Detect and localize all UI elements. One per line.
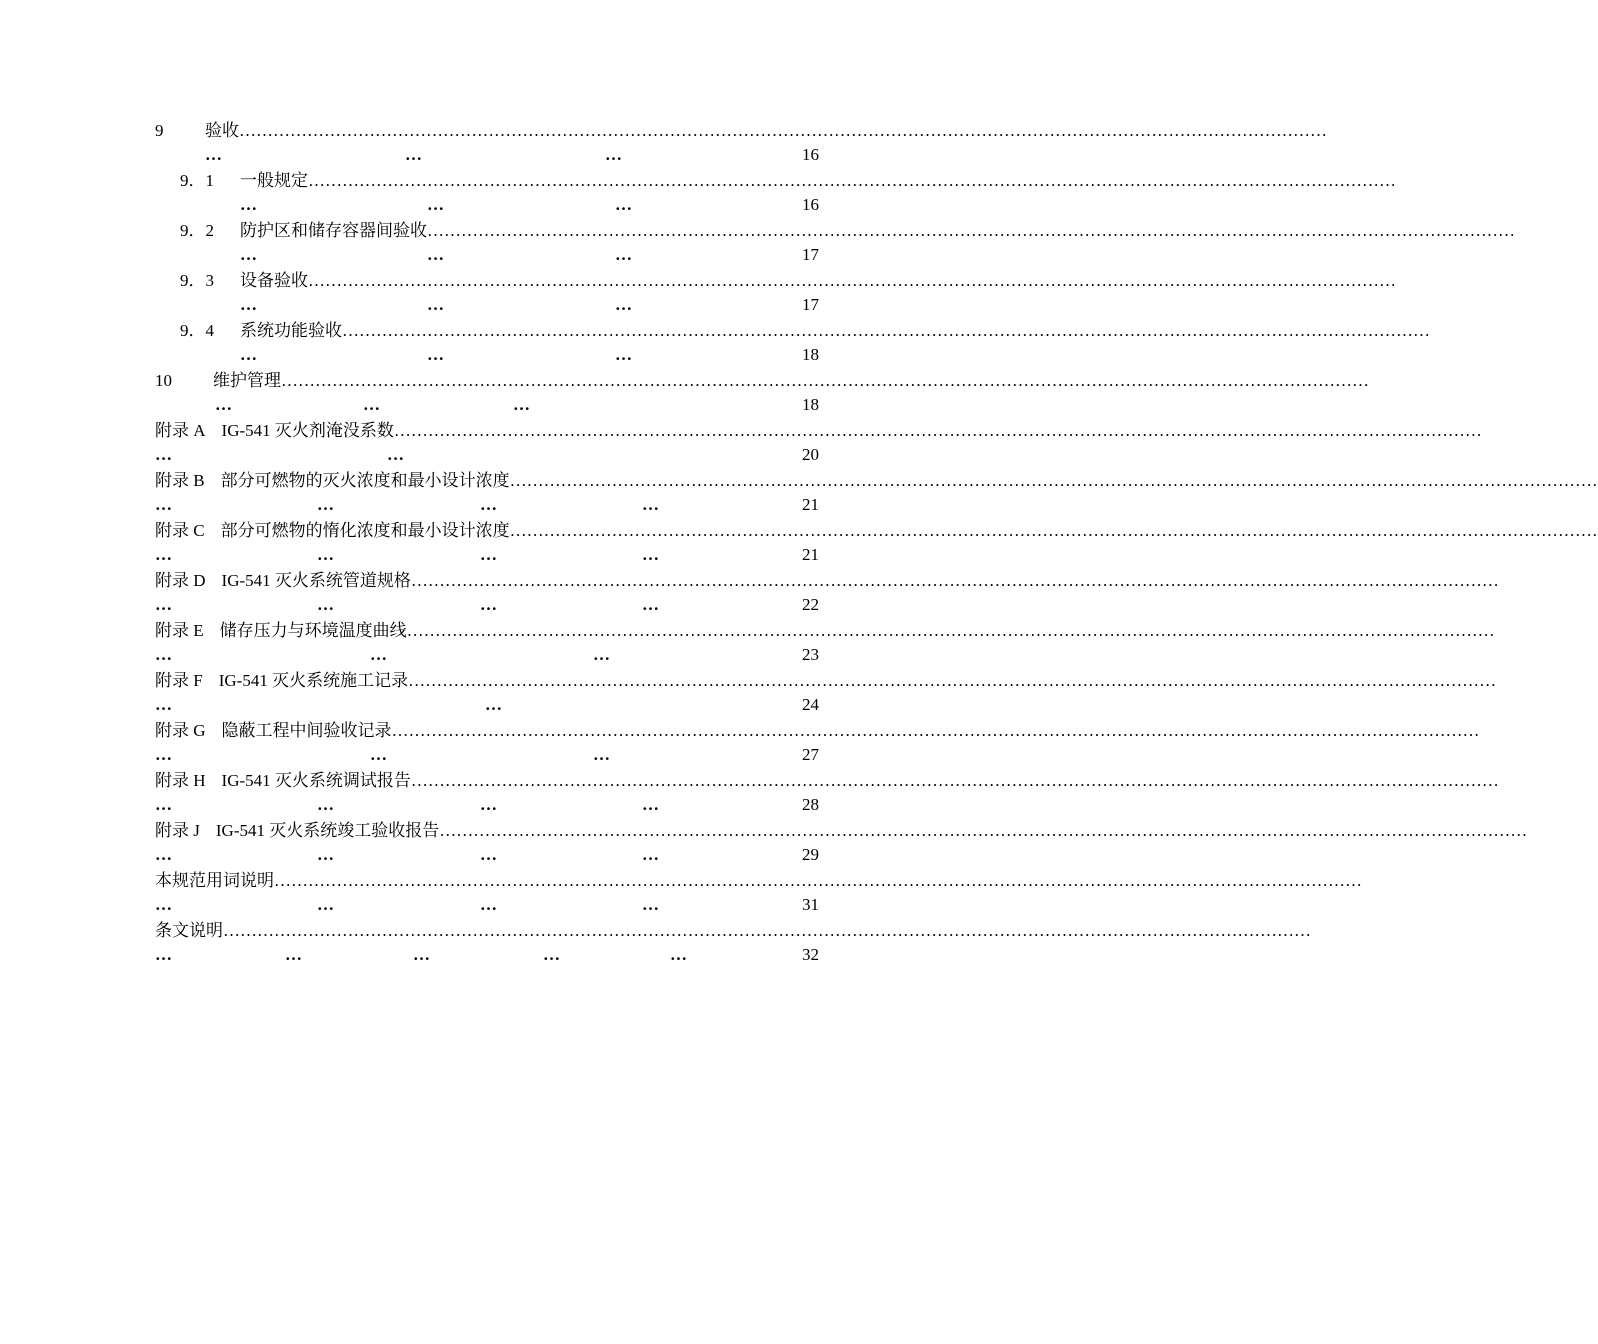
table-of-contents <box>155 118 1598 968</box>
toc-entry[interactable] <box>155 518 1598 568</box>
dot-leader: ………………………………………………………………………………………………………………………………………………………………………… <box>406 621 1495 640</box>
toc-entry-title: IG-541 灭火系统施工记录 <box>218 671 409 690</box>
toc-entry[interactable] <box>155 368 1369 418</box>
continuation-dots: … <box>155 595 171 614</box>
toc-entry-number: 附录 F <box>155 671 203 690</box>
toc-entry[interactable] <box>155 218 1515 268</box>
toc-entry-number: 9 <box>155 121 164 140</box>
continuation-dots: … <box>240 195 256 214</box>
toc-entry[interactable] <box>155 568 1499 618</box>
dot-leader: ………………………………………………………………………………………………………………………………………………………………………… <box>439 821 1528 840</box>
continuation-dots: … <box>642 495 658 514</box>
dot-leader: ………………………………………………………………………………………………………………………………………………………………………… <box>281 371 1369 390</box>
toc-page-number: 27 <box>802 745 819 764</box>
continuation-dots: … <box>670 945 686 964</box>
continuation-dots: … <box>155 795 171 814</box>
toc-entry-continuation <box>155 792 819 818</box>
toc-entry-heading <box>180 268 1396 294</box>
dot-leader: ………………………………………………………………………………………………………………………………………………………………………… <box>427 221 1515 240</box>
toc-page-number: 20 <box>802 445 819 464</box>
toc-page-number: 31 <box>802 895 819 914</box>
toc-page-number: 21 <box>802 495 819 514</box>
continuation-dots: … <box>642 595 658 614</box>
toc-page-number: 22 <box>802 595 819 614</box>
continuation-dots: … <box>480 595 496 614</box>
toc-entry[interactable] <box>155 468 1598 518</box>
continuation-dots: … <box>317 795 333 814</box>
dot-leader: ………………………………………………………………………………………………………………………………………………………………………… <box>391 721 1480 740</box>
continuation-dots: … <box>317 595 333 614</box>
continuation-dots: … <box>370 745 386 764</box>
continuation-dots: … <box>427 345 443 364</box>
toc-entry-title: 维护管理 <box>213 371 281 390</box>
continuation-dots: … <box>155 695 171 714</box>
toc-entry-number: 附录 C <box>155 521 205 540</box>
toc-entry-heading <box>155 468 1598 494</box>
continuation-dots: … <box>155 445 171 464</box>
toc-entry-title: IG-541 灭火剂淹没系数 <box>221 421 394 440</box>
toc-entry-number: 附录 B <box>155 471 205 490</box>
continuation-dots: … <box>642 845 658 864</box>
toc-entry-continuation <box>155 592 819 618</box>
toc-page-number: 17 <box>802 245 819 264</box>
toc-entry-title: IG-541 灭火系统调试报告 <box>221 771 411 790</box>
dot-leader: ………………………………………………………………………………………………………………………………………………………………………… <box>393 421 1482 440</box>
toc-entry[interactable] <box>155 268 1396 318</box>
toc-entry-number: 9．1 <box>180 171 214 190</box>
toc-entry-heading <box>155 918 1311 944</box>
continuation-dots: … <box>155 495 171 514</box>
continuation-dots: … <box>155 895 171 914</box>
toc-entry-title: 本规范用词说明 <box>155 871 274 890</box>
toc-entry-number: 9．2 <box>180 221 214 240</box>
dot-leader: ………………………………………………………………………………………………………………………………………………………………………… <box>308 171 1396 190</box>
toc-entry-heading <box>155 868 1362 894</box>
toc-entry[interactable] <box>155 818 1528 868</box>
toc-entry-continuation <box>155 242 819 268</box>
toc-entry-title: 设备验收 <box>240 271 308 290</box>
toc-entry[interactable] <box>155 618 1495 668</box>
toc-page-number: 23 <box>802 645 819 664</box>
toc-entry-title: 一般规定 <box>240 171 308 190</box>
continuation-dots: … <box>480 495 496 514</box>
continuation-dots: … <box>642 895 658 914</box>
toc-entry-continuation <box>155 892 819 918</box>
toc-entry[interactable] <box>155 118 1327 168</box>
dot-leader: ………………………………………………………………………………………………………………………………………………………………………… <box>239 121 1327 140</box>
continuation-dots: … <box>317 895 333 914</box>
toc-entry[interactable] <box>155 768 1499 818</box>
continuation-dots: … <box>405 145 421 164</box>
continuation-dots: … <box>155 845 171 864</box>
dot-leader: ………………………………………………………………………………………………………………………………………………………………………… <box>223 921 1311 940</box>
toc-entry-continuation <box>155 192 819 218</box>
continuation-dots: … <box>387 445 403 464</box>
toc-entry-heading <box>155 568 1499 594</box>
toc-entry-number: 9．3 <box>180 271 214 290</box>
toc-page-number: 18 <box>802 345 819 364</box>
toc-entry-continuation <box>155 292 819 318</box>
continuation-dots: … <box>605 145 621 164</box>
toc-entry-continuation <box>155 542 819 568</box>
toc-entry[interactable] <box>155 668 1497 718</box>
toc-entry-number: 附录 A <box>155 421 206 440</box>
continuation-dots: … <box>593 745 609 764</box>
toc-entry-title: 系统功能验收 <box>240 321 342 340</box>
toc-entry-continuation <box>155 492 819 518</box>
toc-entry-number: 9．4 <box>180 321 214 340</box>
toc-entry-continuation <box>155 642 819 668</box>
continuation-dots: … <box>427 195 443 214</box>
toc-page-number: 17 <box>802 295 819 314</box>
toc-entry-heading <box>155 668 1497 694</box>
continuation-dots: … <box>480 895 496 914</box>
continuation-dots: … <box>615 295 631 314</box>
toc-entry-number: 附录 E <box>155 621 204 640</box>
continuation-dots: … <box>480 845 496 864</box>
toc-entry-title: 储存压力与环境温度曲线 <box>219 621 407 640</box>
toc-entry-title: 验收 <box>205 121 239 140</box>
toc-entry-heading <box>180 218 1515 244</box>
continuation-dots: … <box>363 395 379 414</box>
toc-entry[interactable] <box>155 168 1396 218</box>
toc-entry[interactable] <box>155 868 1362 918</box>
toc-entry-continuation <box>155 742 819 768</box>
continuation-dots: … <box>240 345 256 364</box>
continuation-dots: … <box>480 545 496 564</box>
toc-entry[interactable] <box>155 718 1480 768</box>
toc-entry-title: 隐蔽工程中间验收记录 <box>221 721 392 740</box>
continuation-dots: … <box>642 795 658 814</box>
continuation-dots: … <box>155 545 171 564</box>
continuation-dots: … <box>615 345 631 364</box>
toc-entry-number: 10 <box>155 371 172 390</box>
continuation-dots: … <box>642 545 658 564</box>
continuation-dots: … <box>593 645 609 664</box>
continuation-dots: … <box>543 945 559 964</box>
toc-entry-title: 条文说明 <box>155 921 223 940</box>
toc-entry[interactable] <box>155 418 1482 468</box>
continuation-dots: … <box>370 645 386 664</box>
toc-page-number: 29 <box>802 845 819 864</box>
continuation-dots: … <box>485 695 501 714</box>
toc-page-number: 24 <box>802 695 819 714</box>
toc-entry-continuation <box>155 392 819 418</box>
continuation-dots: … <box>205 145 221 164</box>
toc-entry-continuation <box>155 342 819 368</box>
continuation-dots: … <box>240 295 256 314</box>
toc-entry-title: 防护区和储存容器间验收 <box>240 221 427 240</box>
toc-page-number: 16 <box>802 195 819 214</box>
toc-entry[interactable] <box>155 318 1430 368</box>
continuation-dots: … <box>427 245 443 264</box>
toc-entry-continuation <box>155 142 819 168</box>
dot-leader: ………………………………………………………………………………………………………………………………………………………………………… <box>410 571 1499 590</box>
continuation-dots: … <box>155 645 171 664</box>
toc-entry-continuation <box>155 692 819 718</box>
toc-entry-continuation <box>155 942 819 968</box>
dot-leader: ………………………………………………………………………………………………………………………………………………………………………… <box>408 671 1497 690</box>
toc-entry-title: 部分可燃物的惰化浓度和最小设计浓度 <box>220 521 510 540</box>
toc-entry-heading <box>155 118 1327 144</box>
dot-leader: ………………………………………………………………………………………………………………………………………………………………………… <box>308 271 1396 290</box>
toc-page-number: 21 <box>802 545 819 564</box>
continuation-dots: … <box>615 245 631 264</box>
toc-entry-number: 附录 G <box>155 721 206 740</box>
dot-leader: ………………………………………………………………………………………………………………………………………………………………………… <box>410 771 1499 790</box>
toc-page-number: 18 <box>802 395 819 414</box>
toc-page-number: 16 <box>802 145 819 164</box>
continuation-dots: … <box>615 195 631 214</box>
toc-page-number: 32 <box>802 945 819 964</box>
continuation-dots: … <box>480 795 496 814</box>
toc-entry[interactable] <box>155 918 1311 968</box>
toc-entry-heading <box>180 318 1430 344</box>
toc-entry-continuation <box>155 442 819 468</box>
toc-entry-heading <box>155 418 1482 444</box>
toc-entry-heading <box>180 168 1396 194</box>
toc-entry-heading <box>155 718 1480 744</box>
toc-entry-title: 部分可燃物的灭火浓度和最小设计浓度 <box>220 471 510 490</box>
toc-entry-number: 附录 D <box>155 571 206 590</box>
continuation-dots: … <box>317 545 333 564</box>
toc-entry-heading <box>155 518 1598 544</box>
dot-leader: ………………………………………………………………………………………………………………………………………………………………………… <box>342 321 1430 340</box>
continuation-dots: … <box>240 245 256 264</box>
toc-entry-heading <box>155 768 1499 794</box>
toc-entry-continuation <box>155 842 819 868</box>
dot-leader: ………………………………………………………………………………………………………………………………………………………………………… <box>274 871 1362 890</box>
continuation-dots: … <box>155 745 171 764</box>
toc-entry-heading <box>155 818 1528 844</box>
dot-leader: ………………………………………………………………………………………………………………………………………………………………………… <box>509 521 1598 540</box>
continuation-dots: … <box>285 945 301 964</box>
toc-entry-title: IG-541 灭火系统管道规格 <box>221 571 411 590</box>
toc-entry-heading <box>155 618 1495 644</box>
continuation-dots: … <box>413 945 429 964</box>
continuation-dots: … <box>427 295 443 314</box>
toc-entry-heading <box>155 368 1369 394</box>
continuation-dots: … <box>215 395 231 414</box>
toc-entry-title: IG-541 灭火系统竣工验收报告 <box>215 821 440 840</box>
continuation-dots: … <box>513 395 529 414</box>
toc-entry-number: 附录 J <box>155 821 200 840</box>
dot-leader: ………………………………………………………………………………………………………………………………………………………………………… <box>509 471 1598 490</box>
continuation-dots: … <box>317 495 333 514</box>
toc-page-number: 28 <box>802 795 819 814</box>
toc-entry-number: 附录 H <box>155 771 206 790</box>
continuation-dots: … <box>317 845 333 864</box>
continuation-dots: … <box>155 945 171 964</box>
